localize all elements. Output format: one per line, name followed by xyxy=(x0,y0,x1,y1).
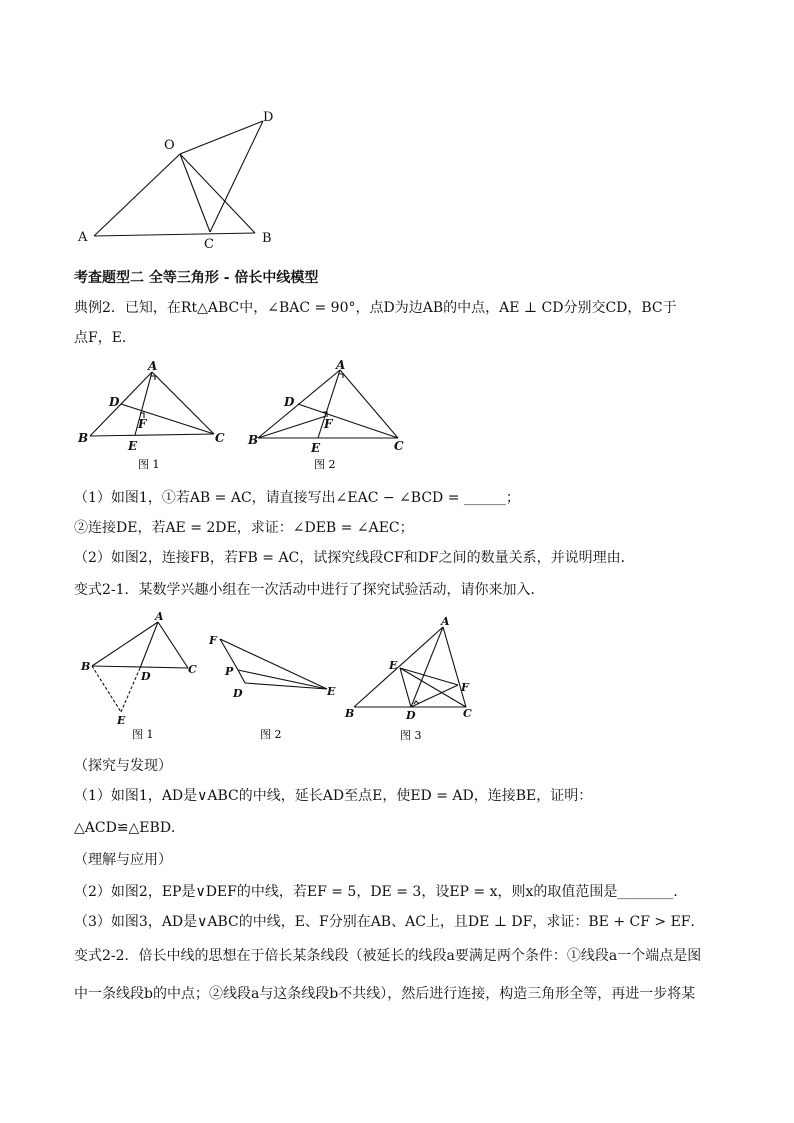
variant21-figure-2 xyxy=(200,625,350,745)
variant21-q3: （3）如图3，AD是∨ABC的中线，E、F分别在AB、AC上，且DE ⊥ DF，求证：BE + CF > EF． xyxy=(74,914,705,930)
fig2-label-c: C xyxy=(394,439,404,453)
fig2-label-e: E xyxy=(311,441,321,455)
fig1-label-e: E xyxy=(128,439,138,453)
v-fig1-label-c: C xyxy=(188,663,197,676)
fig1-label-f: F xyxy=(138,417,147,431)
example2-figure-2 xyxy=(248,360,413,475)
v-fig1-label-a: A xyxy=(155,610,164,623)
variant21-heading1: （探究与发现） xyxy=(74,758,172,774)
geometry-figure-top xyxy=(70,105,290,250)
fig1-label-a: A xyxy=(148,359,158,373)
fig1-label-d: D xyxy=(109,395,120,409)
v-fig3-label-a: A xyxy=(441,615,450,628)
v-fig1-label-b: B xyxy=(81,660,91,673)
example2-q1b: ②连接DE，若AE = 2DE，求证：∠DEB = ∠AEC； xyxy=(74,520,414,536)
example2-q1a: （1）如图1，①若AB = AC，请直接写出∠EAC − ∠BCD = ______； xyxy=(74,490,520,506)
fig1-label-c: C xyxy=(215,431,225,445)
variant21-q2: （2）如图2，EP是∨DEF的中线，若EF = 5，DE = 3，设EP = x，则x的取值范围是________． xyxy=(74,884,688,900)
label-a: A xyxy=(78,230,88,245)
label-c: C xyxy=(204,237,214,252)
variant22-line2: 中一条线段b的中点；②线段a与这条线段b不共线），然后进行连接，构造三角形全等，再进一步将某 xyxy=(74,986,696,1002)
example2-figure-1 xyxy=(76,360,236,475)
example2-q2: （2）如图2，连接FB，若FB = AC，试探究线段CF和DF之间的数量关系，并说明理由． xyxy=(74,550,635,566)
example2-line1: 典例2．已知，在Rt△ABC中，∠BAC = 90°，点D为边AB的中点，AE ⊥ CD分别交CD，BC于 xyxy=(74,300,677,316)
variant21-figure-3 xyxy=(340,615,490,745)
v-fig3-label-d: D xyxy=(406,709,416,722)
label-b: B xyxy=(262,231,272,246)
v-fig2-caption: 图 2 xyxy=(260,728,282,741)
v-fig2-label-d: D xyxy=(233,687,243,700)
fig2-caption: 图 2 xyxy=(314,458,336,471)
v-fig2-label-f: F xyxy=(209,634,217,647)
v-fig3-label-b: B xyxy=(345,707,355,720)
v-fig3-caption: 图 3 xyxy=(400,729,422,742)
fig1-caption: 图 1 xyxy=(138,458,160,471)
v-fig1-label-d: D xyxy=(141,670,151,683)
variant21-q1b: △ACD≌△EBD． xyxy=(74,820,186,836)
label-d: D xyxy=(263,110,274,125)
v-fig1-label-e: E xyxy=(117,714,126,727)
fig2-label-d: D xyxy=(284,395,295,409)
v-fig3-label-f: F xyxy=(461,681,469,694)
variant22-line1: 变式2-2．倍长中线的思想在于倍长某条线段（被延长的线段a要满足两个条件：①线段a一个端点是图 xyxy=(74,948,702,964)
figure-oadcb-svg xyxy=(70,105,290,250)
variant21-heading2: （理解与应用） xyxy=(74,852,172,868)
v-fig2-label-p: P xyxy=(225,665,234,678)
fig1-label-b: B xyxy=(78,431,89,445)
variant21-figure-1 xyxy=(78,610,208,745)
fig2-label-f: F xyxy=(324,417,333,431)
fig2-label-b: B xyxy=(248,433,259,447)
section-title: 考查题型二 全等三角形 - 倍长中线模型 xyxy=(74,270,319,286)
label-o: O xyxy=(164,138,175,153)
v-fig3-label-e: E xyxy=(389,659,398,672)
v-fig1-caption: 图 1 xyxy=(132,728,154,741)
fig2-label-a: A xyxy=(336,358,346,372)
v-fig3-label-c: C xyxy=(463,707,472,720)
example2-line2: 点F，E． xyxy=(74,330,136,346)
variant21-q1a: （1）如图1，AD是∨ABC的中线，延长AD至点E，使ED = AD，连接BE，证明： xyxy=(74,788,593,804)
v-fig2-label-e: E xyxy=(327,685,336,698)
variant21-intro: 变式2-1．某数学兴趣小组在一次活动中进行了探究试验活动，请你来加入． xyxy=(74,582,545,598)
